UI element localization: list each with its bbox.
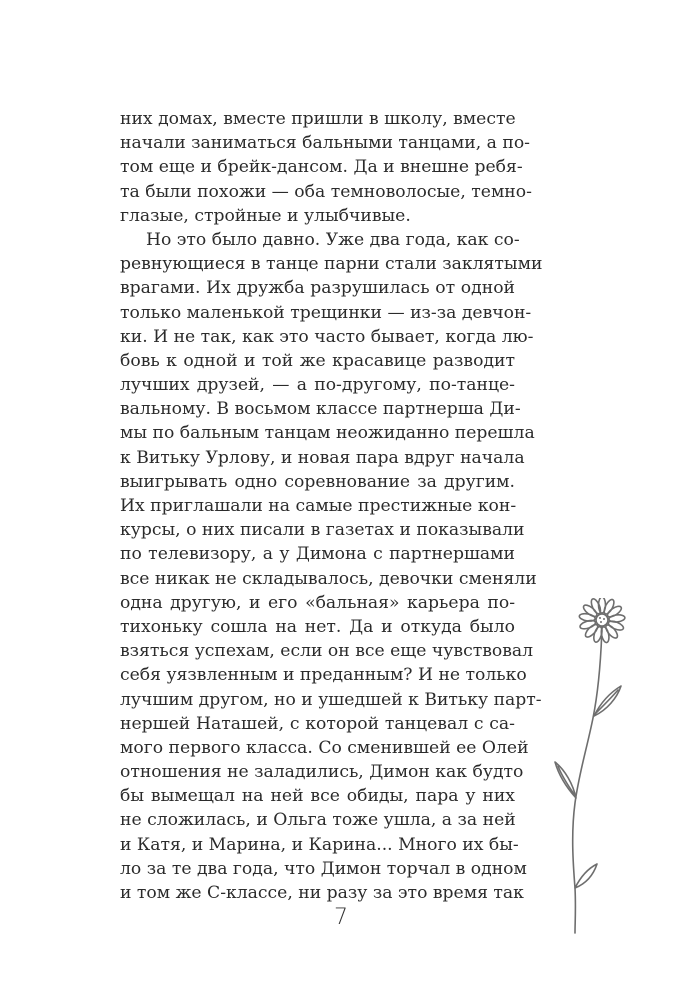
- text-line: отношения не заладились, Димон как будто: [120, 762, 524, 783]
- paragraph-2: [120, 228, 543, 905]
- text-line: вальному. В восьмом классе партнерша Ди-: [120, 399, 521, 420]
- text-line: мы по бальным танцам неожиданно перешла: [120, 423, 535, 444]
- text-line: взяться успехам, если он все еще чувствовал: [120, 641, 534, 662]
- text-line: бы вымещал на ней все обиды, пара у них: [120, 786, 515, 807]
- paragraph-1: [120, 107, 532, 228]
- page-number: 7: [334, 905, 348, 930]
- text-line: Их приглашали на самые престижные кон-: [120, 496, 517, 516]
- text-line: и том же С-классе, ни разу за это время так: [120, 883, 524, 903]
- text-line: и Катя, и Марина, и Карина... Много их бы-: [120, 834, 519, 855]
- text-line: та были похожи — оба темноволосые, темно-: [120, 181, 532, 202]
- text-line: врагами. Их дружба разрушилась от одной: [120, 278, 515, 299]
- text-line: одна другую, и его «бальная» карьера по-: [120, 592, 515, 613]
- text-line: не сложилась, и Ольга тоже ушла, а за ней: [120, 810, 516, 831]
- text-line: бовь к одной и той же красавице разводит: [120, 350, 515, 371]
- text-line: себя уязвленным и преданным? И не только: [120, 665, 527, 686]
- text-line: Но это было давно. Уже два года, как со-: [146, 229, 520, 250]
- text-line: ревнующиеся в танце парни стали заклятыми: [120, 254, 543, 275]
- text-line: глазые, стройные и улыбчивые.: [120, 205, 411, 226]
- text-line: по телевизору, а у Димона с партнершами: [120, 544, 515, 565]
- text-line: тихоньку сошла на нет. Да и откуда было: [120, 616, 515, 637]
- text-line: нершей Наташей, с которой танцевал с са-: [120, 713, 515, 734]
- text-line: них домах, вместе пришли в школу, вместе: [120, 109, 516, 129]
- book-page-text: [120, 107, 543, 905]
- text-line: все никак не складывалось, девочки сменяли: [120, 568, 537, 589]
- daisy-flower-icon: [545, 598, 657, 938]
- text-line: только маленькой трещинки — из-за девчон-: [120, 302, 532, 323]
- text-line: ки. И не так, как это часто бывает, когда лю-: [120, 326, 534, 347]
- text-line: мого первого класса. Со сменившей ее Олей: [120, 737, 529, 758]
- text-line: к Витьку Урлову, и новая пара вдруг начала: [120, 447, 525, 468]
- text-line: том еще и брейк-дансом. Да и внешне ребя-: [120, 157, 523, 178]
- text-line: лучшим другом, но и ушедшей к Витьку парт-: [120, 689, 542, 710]
- text-line: выигрывать одно соревнование за другим.: [120, 471, 515, 492]
- text-line: курсы, о них писали в газетах и показывали: [120, 520, 525, 541]
- text-line: лучших друзей, — а по-другому, по-танце-: [120, 375, 515, 396]
- text-line: ло за те два года, что Димон торчал в одном: [120, 858, 527, 879]
- text-line: начали заниматься бальными танцами, а по-: [120, 133, 530, 154]
